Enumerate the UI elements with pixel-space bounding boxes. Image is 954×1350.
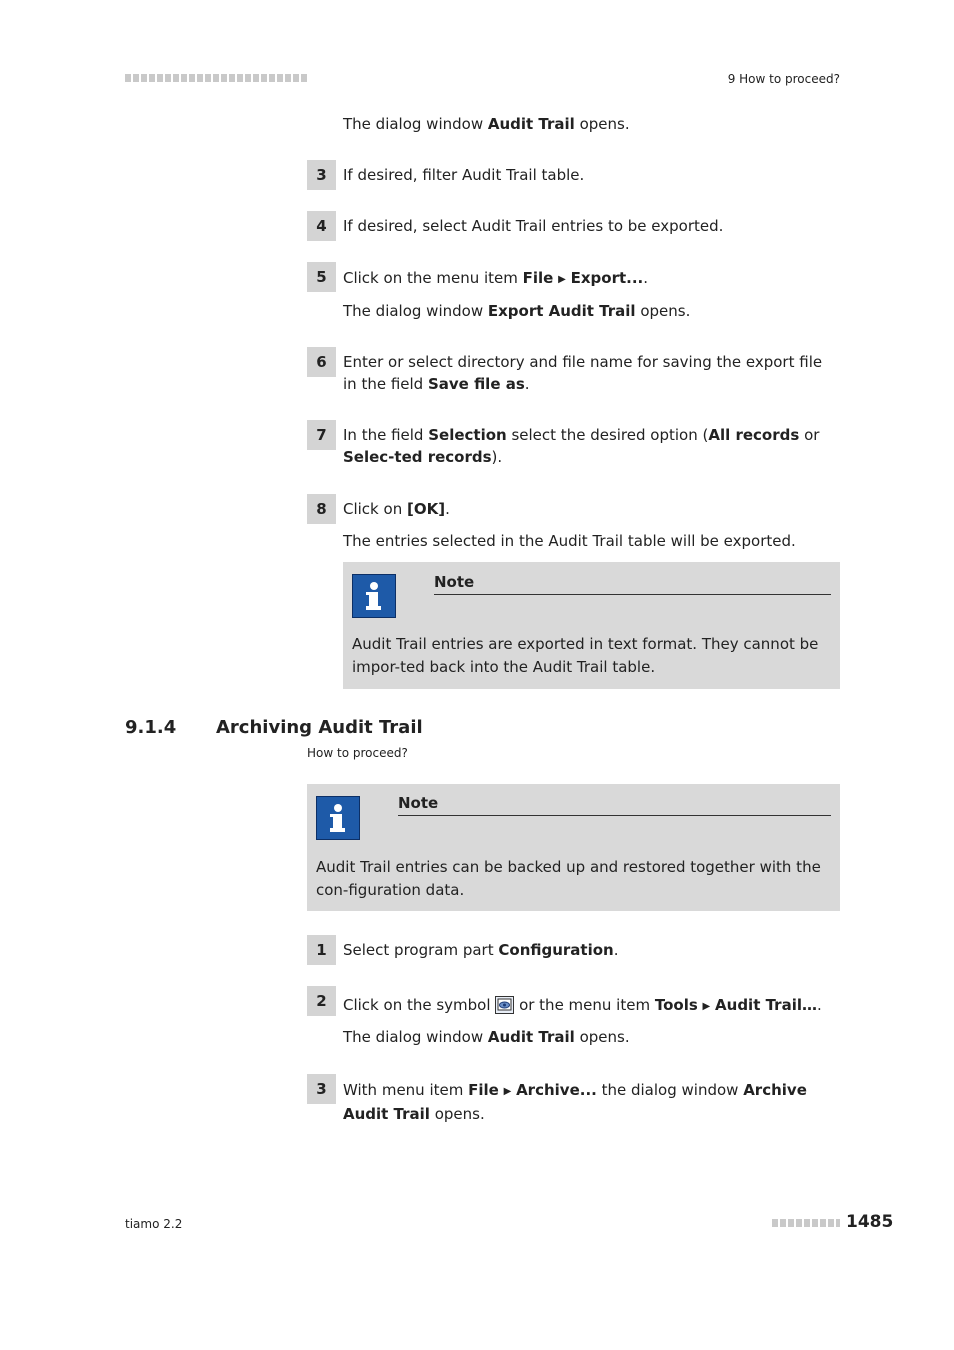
step-text: Click on the symbol or the menu item Tools ▶ Audit Trail…. (343, 996, 822, 1014)
page-number: 1485 (846, 1212, 894, 1232)
result-text: The entries selected in the Audit Trail table will be exported. (343, 532, 796, 550)
step-text: With menu item File ▶ Archive... the dialog window Archive Audit Trail opens. (343, 1081, 807, 1123)
step-number: 1 (307, 935, 336, 965)
info-icon (316, 796, 360, 840)
section-title: Archiving Audit Trail (216, 717, 423, 738)
note-title: Note (398, 794, 831, 816)
step-text: If desired, filter Audit Trail table. (343, 166, 585, 184)
header-decoration (125, 74, 307, 82)
footer-product: tiamo 2.2 (125, 1217, 183, 1231)
step-number: 5 (307, 262, 336, 292)
step-text: In the field Selection select the desired option (All records or Selec-ted records). (343, 426, 820, 466)
result-text: The dialog window Export Audit Trail opens. (343, 302, 691, 320)
result-text: The dialog window Audit Trail opens. (343, 1028, 630, 1046)
step-number: 6 (307, 347, 336, 377)
step-number: 3 (307, 1074, 336, 1104)
step-number: 7 (307, 420, 336, 450)
note-title: Note (434, 573, 831, 595)
step-text: Click on [OK]. (343, 500, 450, 518)
info-icon (352, 574, 396, 618)
result-text: The dialog window Audit Trail opens. (343, 115, 630, 133)
step-number: 8 (307, 494, 336, 524)
step-text: Click on the menu item File ▶ Export.... (343, 269, 649, 287)
note-body: Audit Trail entries can be backed up and restored together with the con-figuration data. (316, 858, 821, 899)
step-text: Select program part Configuration. (343, 941, 619, 959)
step-number: 4 (307, 211, 336, 241)
step-number: 3 (307, 160, 336, 190)
step-text: If desired, select Audit Trail entries to be exported. (343, 217, 724, 235)
step-text: Enter or select directory and file name for saving the export file in the field Save file as. (343, 353, 823, 393)
audit-trail-symbol-icon (495, 996, 514, 1014)
note-box (307, 784, 840, 911)
arrow-right-icon: ▶ (702, 1001, 711, 1012)
note-box (343, 562, 840, 689)
footer-decoration (772, 1219, 840, 1227)
header-chapter: 9 How to proceed? (727, 72, 840, 86)
section-number: 9.1.4 (125, 717, 177, 738)
step-number: 2 (307, 986, 336, 1016)
arrow-right-icon: ▶ (558, 274, 566, 285)
how-to-label: How to proceed? (307, 746, 408, 760)
arrow-right-icon: ▶ (503, 1086, 512, 1097)
note-body: Audit Trail entries are exported in text format. They cannot be impor-ted back into the Audit Trail table. (352, 635, 819, 676)
